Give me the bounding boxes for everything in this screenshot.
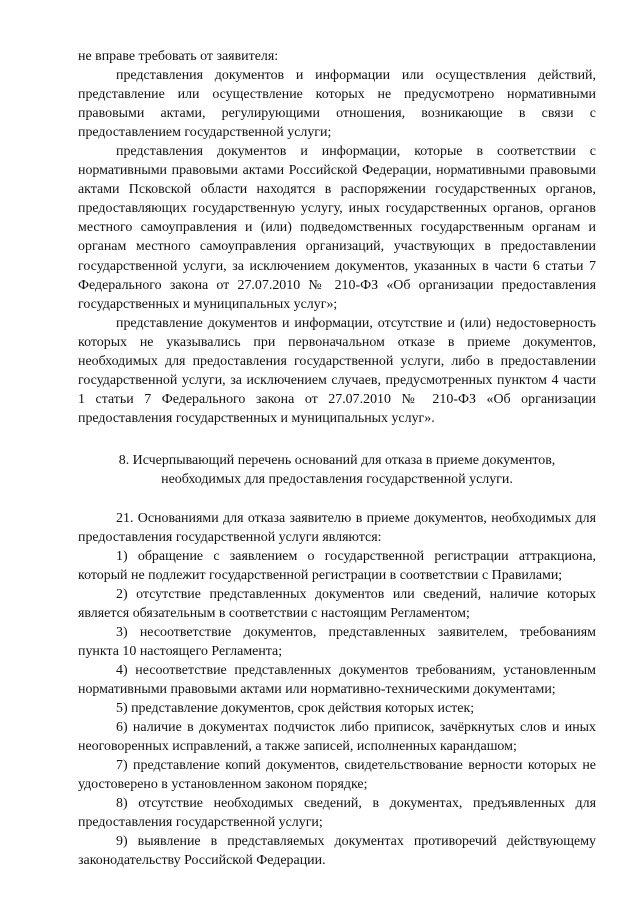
list-item-2: 2) отсутствие представленных документов или сведений, наличие которых является обязательным в соответствии с настоящим Регламентом;	[78, 587, 596, 622]
list-item-6: 6) наличие в документах подчисток либо приписок, зачёркнутых слов и иных неоговоренных исправлений, а также записей, исполненных карандашом;	[78, 720, 596, 755]
section-heading	[78, 451, 596, 489]
section-heading-line-2: необходимых для предоставления государственной услуги.	[161, 472, 513, 488]
list-item-8: 8) отсутствие необходимых сведений, в документах, предъявленных для предоставления государственной услуги;	[78, 796, 596, 831]
list-item-7: 7) представление копий документов, свидетельствование верности которых не удостоверено в установленном законом порядке;	[78, 758, 596, 793]
list-item-1: 1) обращение с заявлением о государственной регистрации аттракциона, который не подлежит государственной регистрации в соответствии с Правилами;	[78, 549, 596, 584]
list-item-3: 3) несоответствие документов, представленных заявителем, требованиям пункта 10 настоящего Регламента;	[78, 625, 596, 660]
paragraph-requirement-3: представление документов и информации, отсутствие и (или) недостоверность которых не указывались при первоначальном отказе в приеме документов, необходимых для предоставления государственной услуги, либо в предоставлении государственной услуги, за исключением случаев, предусмотренных пунктом 4 части 1 статьи 7 Федерального закона от 27.07.2010 № 210-ФЗ «Об организации предоставления государственных и муниципальных услуг».	[78, 316, 596, 427]
paragraph-requirement-2: представления документов и информации, которые в соответствии с нормативными правовыми актами Российской Федерации, нормативными правовыми актами Псковской области находятся в распоряжении государственных органов, предоставляющих государственную услугу, иных государственных органов, органов местного самоуправления и (или) подведомственных государственным органам и органам местного самоуправления организаций, участвующих в предоставлении государственной услуги, за исключением документов, указанных в части 6 статьи 7 Федерального закона от 27.07.2010 № 210-ФЗ «Об организации предоставления государственных и муниципальных услуг»;	[78, 144, 596, 312]
paragraph-intro: не вправе требовать от заявителя:	[78, 49, 279, 64]
paragraph-requirement-1: представления документов и информации или осуществления действий, представление или осуществление которых не предусмотрено нормативными правовыми актами, регулирующими отношения, возникающие в связи с предоставлением государственной услуги;	[78, 68, 596, 141]
section-heading-line-1: 8. Исчерпывающий перечень оснований для отказа в приеме документов,	[118, 453, 556, 468]
paragraph-clause-21: 21. Основаниями для отказа заявителю в приеме документов, необходимых для предоставления государственной услуги являются:	[78, 511, 596, 546]
list-item-9: 9) выявление в представляемых документах противоречий действующему законодательству Российской Федерации.	[78, 834, 596, 869]
list-item-5: 5) представление документов, срок действия которых истек;	[116, 701, 475, 716]
list-item-4: 4) несоответствие представленных документов требованиям, установленным нормативными правовыми актами или нормативно-техническими документами;	[78, 663, 596, 698]
